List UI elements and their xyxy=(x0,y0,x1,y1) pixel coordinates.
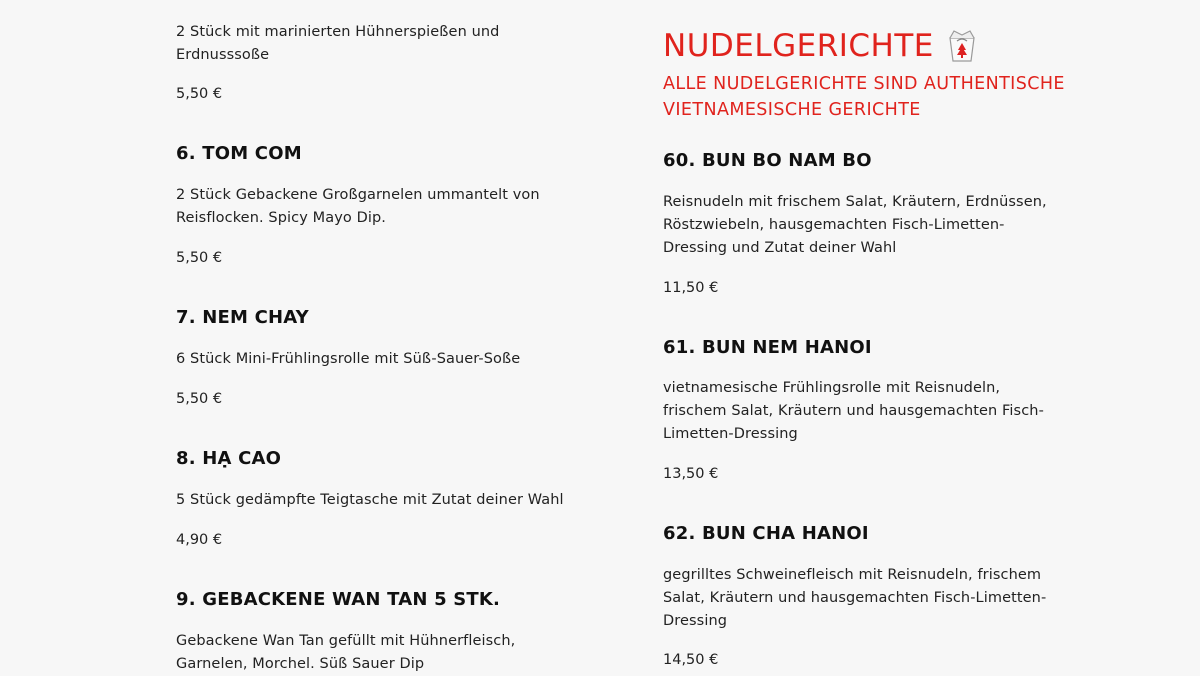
item-price: 4,90 € xyxy=(176,532,223,548)
section-title: NUDELGERICHTE xyxy=(663,28,934,64)
item-description: vietnamesische Frühlingsrolle mit Reisnudeln, frischem Salat, Kräutern und hausgemachten Fisch-Limetten-Dressing xyxy=(663,380,1044,442)
noodle-box-icon xyxy=(944,28,980,64)
item-title: 61. BUN NEM HANOI xyxy=(663,337,872,358)
item-title: 7. NEM CHAY xyxy=(176,307,309,328)
item-title: 6. TOM COM xyxy=(176,143,302,164)
section-subtitle: ALLE NUDELGERICHTE SIND AUTHENTISCHE VIETNAMESISCHE GERICHTE xyxy=(663,74,1065,120)
section-header xyxy=(663,28,980,64)
item-title: 62. BUN CHA HANOI xyxy=(663,523,869,544)
item-description: 2 Stück mit marinierten Hühnerspießen und Erdnusssoße xyxy=(176,24,500,63)
item-description: 2 Stück Gebackene Großgarnelen ummantelt von Reisflocken. Spicy Mayo Dip. xyxy=(176,187,540,226)
item-description: 6 Stück Mini-Frühlingsrolle mit Süß-Sauer-Soße xyxy=(176,351,521,367)
item-title: 60. BUN BO NAM BO xyxy=(663,150,872,171)
item-price: 14,50 € xyxy=(663,652,719,668)
item-description: 5 Stück gedämpfte Teigtasche mit Zutat deiner Wahl xyxy=(176,492,564,508)
item-title: 9. GEBACKENE WAN TAN 5 STK. xyxy=(176,589,501,610)
item-price: 5,50 € xyxy=(176,250,223,266)
item-price: 11,50 € xyxy=(663,280,719,296)
item-description: gegrilltes Schweinefleisch mit Reisnudeln, frischem Salat, Kräutern und hausgemachten Fisch-Limetten-Dressing xyxy=(663,567,1047,629)
item-price: 13,50 € xyxy=(663,466,719,482)
item-price: 5,50 € xyxy=(176,391,223,407)
item-title: 8. HẠ CAO xyxy=(176,448,282,469)
item-price: 5,50 € xyxy=(176,86,223,102)
item-description: Reisnudeln mit frischem Salat, Kräutern, Erdnüssen, Röstzwiebeln, hausgemachten Fisch-Limetten-Dressing und Zutat deiner Wahl xyxy=(663,194,1047,256)
item-description: Gebackene Wan Tan gefüllt mit Hühnerfleisch, Garnelen, Morchel. Süß Sauer Dip xyxy=(176,633,516,672)
